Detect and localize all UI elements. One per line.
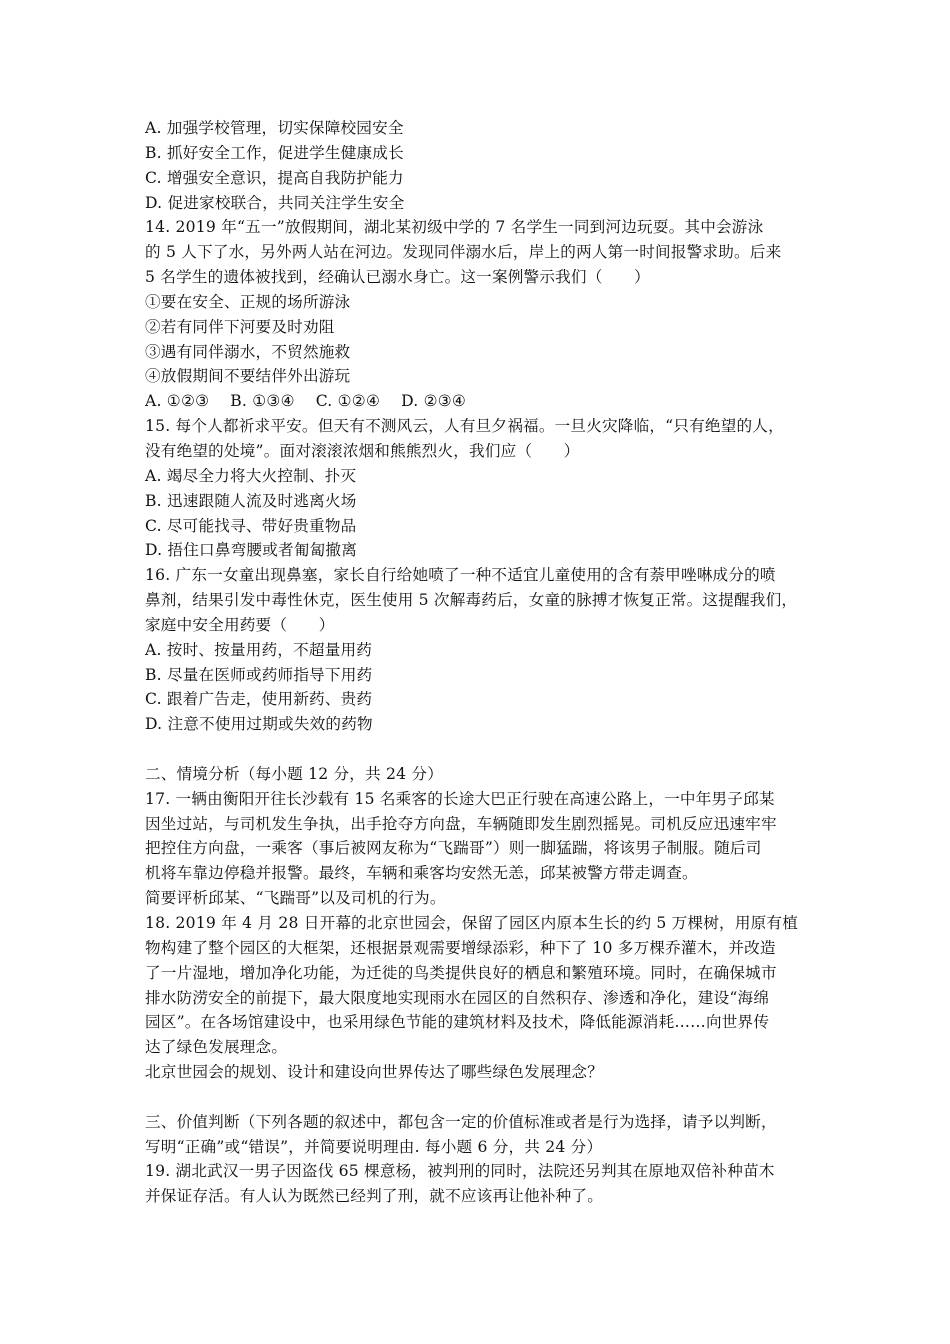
- q15-stem-line: 15. 每个人都祈求平安。但天有不测风云，人有旦夕祸福。一旦火灾降临，“只有绝望的人，: [145, 417, 784, 436]
- q15-option-b: B. 迅速跟随人流及时逃离火场: [145, 491, 357, 510]
- q18-line: 排水防涝安全的前提下，最大限度地实现雨水在园区的自然积存、渗透和净化，建设“海绵: [145, 988, 770, 1007]
- q18-question: 北京世园会的规划、设计和建设向世界传达了哪些绿色发展理念？: [145, 1063, 604, 1082]
- q17-line: 机将车靠边停稳并报警。最终，车辆和乘客均安然无恙，邱某被警方带走调查。: [145, 864, 698, 883]
- section-spacer: [145, 1085, 815, 1110]
- section-spacer: [145, 737, 815, 762]
- q15-option-a: A. 竭尽全力将大火控制、扑灭: [145, 466, 357, 485]
- q18-line: 园区”。在各场馆建设中，也采用绿色节能的建筑材料及技术，降低能源消耗……向世界传: [145, 1013, 770, 1032]
- q15-option-c: C. 尽可能找寻、带好贵重物品: [145, 516, 357, 535]
- q15-stem-line: 没有绝望的处境”。面对滚滚浓烟和熊熊烈火，我们应（ ）: [145, 441, 580, 460]
- q13-option-c: C. 增强安全意识，提高自我防护能力: [145, 168, 404, 187]
- q16-option-d: D. 注意不使用过期或失效的药物: [145, 715, 373, 734]
- q18-line: 达了绿色发展理念。: [145, 1038, 288, 1057]
- q14-stem-line: 的 5 人下了水，另外两人站在河边。发现同伴溺水后，岸上的两人第一时间报警求助。后来: [145, 243, 782, 262]
- q19-line: 19. 湖北武汉一男子因盗伐 65 棵意杨，被判刑的同时，法院还另判其在原地双倍补种苗木: [145, 1162, 775, 1181]
- q18-line: 物构建了整个园区的大框架，还根据景观需要增绿添彩，种下了 10 多万棵乔灌木，并改造: [145, 938, 776, 957]
- q16-stem-line: 16. 广东一女童出现鼻塞，家长自行给她喷了一种不适宜儿童使用的含有萘甲唑啉成分的喷: [145, 566, 776, 585]
- q13-option-a: A. 加强学校管理，切实保障校园安全: [145, 119, 404, 137]
- q17-question: 简要评析邱某、“飞踹哥”以及司机的行为。: [145, 889, 446, 908]
- q17-line: 因坐过站，与司机发生争执，出手抢夺方向盘，车辆随即发生剧烈摇晃。司机反应迅速牢牢: [145, 814, 777, 833]
- q13-option-d: D. 促进家校联合，共同关注学生安全: [145, 193, 405, 212]
- exam-page: [145, 116, 815, 1209]
- q14-item-2: ②若有同伴下河要及时劝阻: [145, 317, 335, 336]
- q14-options: A. ①②③ B. ①③④ C. ①②④ D. ②③④: [145, 392, 467, 411]
- q14-item-1: ①要在安全、正规的场所游泳: [145, 292, 351, 311]
- q13-option-b: B. 抓好安全工作，促进学生健康成长: [145, 143, 404, 162]
- section2-heading: 二、情境分析（每小题 12 分，共 24 分）: [145, 764, 444, 783]
- q16-option-c: C. 跟着广告走，使用新药、贵药: [145, 690, 373, 709]
- section3-heading: 三、价值判断（下列各题的叙述中，都包含一定的价值标准或者是行为选择，请予以判断，: [145, 1112, 777, 1131]
- q14-stem-line: 14. 2019 年“五一”放假期间，湖北某初级中学的 7 名学生一同到河边玩耍。其中会游泳: [145, 218, 764, 237]
- section3-heading: 写明“正确”或“错误”，并简要说明理由. 每小题 6 分，共 24 分）: [145, 1137, 603, 1156]
- q17-line: 把控住方向盘，一乘客（事后被网友称为“飞踹哥”）则一脚猛踹，将该男子制服。随后司: [145, 839, 762, 858]
- q17-line: 17. 一辆由衡阳开往长沙载有 15 名乘客的长途大巴正行驶在高速公路上，一中年男子邱某: [145, 789, 775, 808]
- q16-option-a: A. 按时、按量用药，不超量用药: [145, 640, 373, 659]
- q19-line: 并保证存活。有人认为既然已经判了刑，就不应该再让他补种了。: [145, 1187, 604, 1206]
- q16-stem-line: 鼻剂，结果引发中毒性休克，医生使用 5 次解毒药后，女童的脉搏才恢复正常。这提醒我们，: [145, 591, 798, 610]
- q14-item-4: ④放假期间不要结伴外出游玩: [145, 367, 351, 386]
- q14-item-3: ③遇有同伴溺水，不贸然施救: [145, 342, 351, 361]
- q16-option-b: B. 尽量在医师或药师指导下用药: [145, 665, 373, 684]
- q15-option-d: D. 捂住口鼻弯腰或者匍匐撤离: [145, 541, 357, 560]
- q18-line: 了一片湿地，增加净化功能，为迁徙的鸟类提供良好的栖息和繁殖环境。同时，在确保城市: [145, 963, 777, 982]
- q16-stem-line: 家庭中安全用药要（ ）: [145, 615, 335, 634]
- q18-line: 18. 2019 年 4 月 28 日开幕的北京世园会，保留了园区内原本生长的约 5 万棵树，用原有植: [145, 914, 799, 932]
- q14-stem-line: 5 名学生的遗体被找到，经确认已溺水身亡。这一案例警示我们（ ）: [145, 268, 650, 287]
